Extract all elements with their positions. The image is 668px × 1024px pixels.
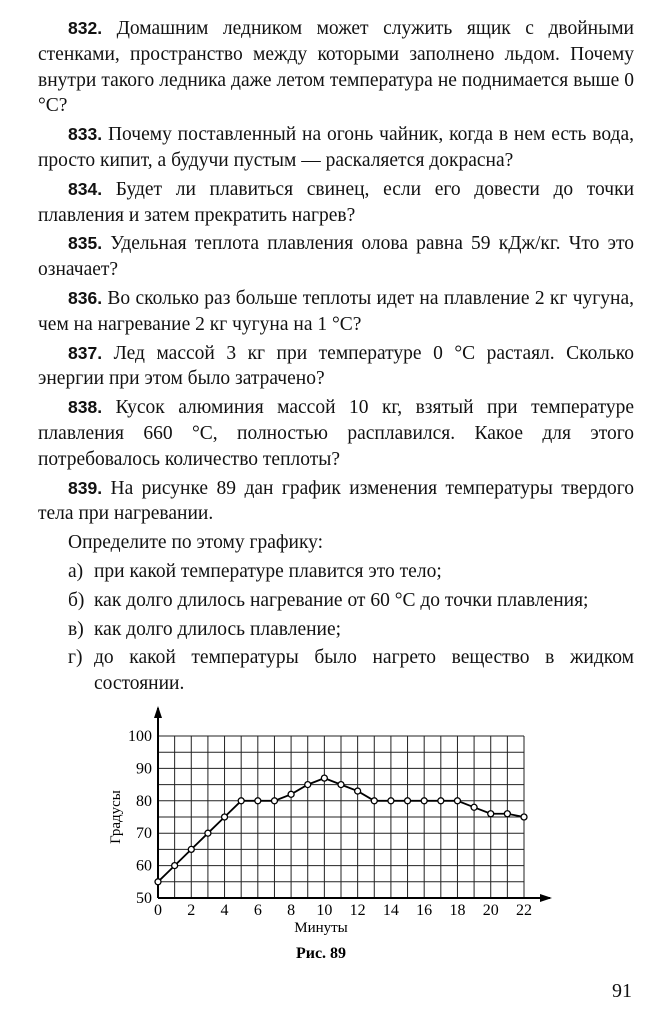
data-point <box>205 830 211 836</box>
list-item-text: как долго длилось плавление; <box>94 618 342 640</box>
questions-intro: Определите по этому графику: <box>68 532 324 554</box>
x-tick-label: 14 <box>382 902 399 919</box>
data-point <box>488 811 494 817</box>
data-point <box>421 798 427 804</box>
y-tick-label: 60 <box>136 857 152 875</box>
list-item <box>38 645 634 697</box>
data-point <box>172 863 178 869</box>
problem-text: Во сколько раз больше теплоты идет на плавление 2 кг чугуна, чем на нагревание 2 кг чугуна на 1 °С? <box>38 287 634 335</box>
figure-caption: Рис. 89 <box>295 945 347 962</box>
data-point <box>388 798 394 804</box>
temperature-chart <box>92 702 562 972</box>
problem-839 <box>38 476 634 528</box>
data-point <box>238 798 244 804</box>
problem-number: 833. <box>68 124 103 145</box>
problem-number: 838. <box>68 397 103 418</box>
y-tick-label: 90 <box>136 760 152 778</box>
list-item <box>38 559 634 585</box>
x-axis-label: Минуты <box>294 920 348 936</box>
y-axis-arrow <box>154 706 162 718</box>
problem-number: 836. <box>68 287 103 308</box>
data-point <box>255 798 261 804</box>
x-tick-label: 18 <box>449 902 466 919</box>
x-tick-label: 12 <box>349 902 366 919</box>
problem-text: Почему поставленный на огонь чайник, когда в нем есть вода, просто кипит, а будучи пустым — раскаляется докрасна? <box>38 124 634 171</box>
problem-number: 839. <box>68 477 103 498</box>
list-marker: г) <box>68 647 83 669</box>
data-point <box>155 879 161 885</box>
problem-text: На рисунке 89 дан график изменения температуры твердого тела при нагревании. <box>38 477 635 525</box>
data-point <box>504 811 510 817</box>
problem-834 <box>38 177 634 229</box>
y-axis-label: Градусы <box>108 790 124 844</box>
y-tick-label: 80 <box>136 792 152 810</box>
list-marker: а) <box>68 560 84 582</box>
data-point <box>355 788 361 794</box>
question-list <box>38 559 634 697</box>
page-number: 91 <box>612 980 632 1002</box>
problem-text: Лед массой 3 кг при температуре 0 °С растаял. Сколько энергии при этом было затрачено? <box>38 342 635 390</box>
y-tick-label: 50 <box>136 890 152 907</box>
x-tick-label: 0 <box>154 902 162 919</box>
data-point <box>338 782 344 788</box>
data-point <box>188 846 194 852</box>
y-tick-label: 70 <box>136 825 152 843</box>
data-point <box>288 791 294 797</box>
problem-text: Кусок алюминия массой 10 кг, взятый при температуре плавления 660 °С, полностью расплавился. Какое для этого потребовалось количество теплоты? <box>38 397 634 470</box>
data-point <box>471 804 477 810</box>
problem-text: Домашним ледником может служить ящик с двойными стенками, пространство между которыми заполнено льдом. Почему внутри такого ледника даже летом температура не поднимается выше 0 °С? <box>38 18 634 117</box>
problem-number: 832. <box>68 18 103 38</box>
problem-number: 835. <box>68 233 103 254</box>
x-tick-label: 10 <box>316 902 333 919</box>
problem-833 <box>38 122 634 174</box>
page-content <box>38 16 634 700</box>
list-item-text: как долго длилось нагревание от 60 °С до точки плавления; <box>94 589 589 611</box>
x-tick-label: 22 <box>516 902 532 919</box>
list-item <box>38 617 634 643</box>
list-item-text: при какой температуре плавится это тело; <box>94 560 442 582</box>
problem-text: Будет ли плавиться свинец, если его довести до точки плавления и затем прекратить нагрев? <box>38 178 635 226</box>
data-point <box>271 798 277 804</box>
problem-number: 837. <box>68 342 103 363</box>
problem-number: 834. <box>68 178 103 199</box>
list-item <box>38 588 634 614</box>
figure-89 <box>92 702 562 972</box>
data-point <box>371 798 377 804</box>
data-point <box>454 798 460 804</box>
data-point <box>305 782 311 788</box>
problem-text: Удельная теплота плавления олова равна 59 кДж/кг. Что это означает? <box>38 233 634 281</box>
problem-837 <box>38 341 634 393</box>
list-marker: б) <box>68 589 85 611</box>
problem-835 <box>38 231 634 283</box>
y-tick-label: 100 <box>128 728 152 745</box>
data-point <box>222 814 228 820</box>
problem-836 <box>38 286 634 338</box>
x-tick-label: 8 <box>287 902 296 919</box>
problem-832 <box>38 16 634 119</box>
data-point <box>405 798 411 804</box>
data-point <box>521 814 527 820</box>
x-tick-label: 6 <box>253 902 262 919</box>
x-tick-label: 4 <box>220 902 229 919</box>
x-axis-arrow <box>540 894 552 902</box>
x-tick-label: 16 <box>416 902 433 919</box>
list-item-text: до какой температуры было нагрето вещество в жидком состоянии. <box>94 647 634 695</box>
data-point <box>438 798 444 804</box>
x-tick-label: 20 <box>482 902 499 919</box>
x-tick-label: 2 <box>187 902 196 919</box>
problem-838 <box>38 395 634 472</box>
list-marker: в) <box>68 618 84 640</box>
data-point <box>321 775 327 781</box>
